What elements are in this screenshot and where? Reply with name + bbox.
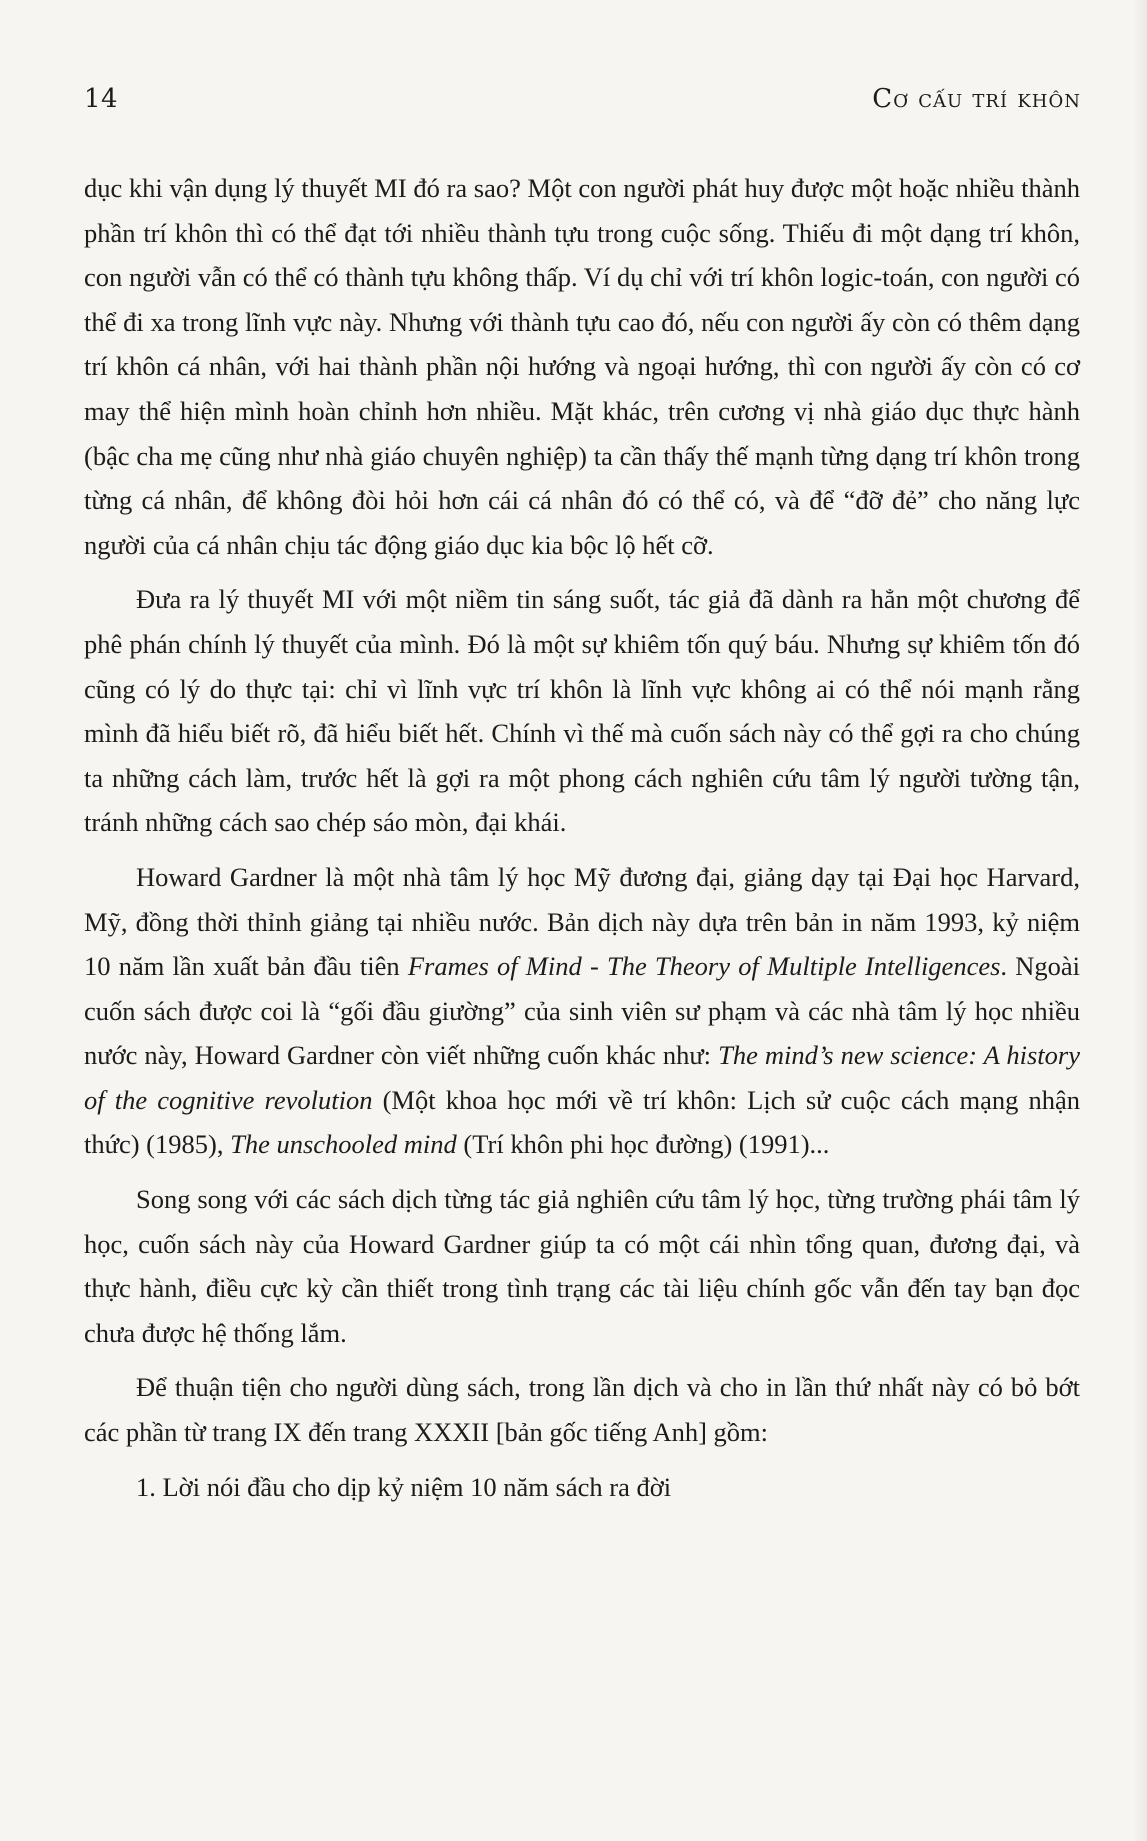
running-title [872,84,1081,114]
paragraph: Song song với các sách dịch từng tác giả nghiên cứu tâm lý học, từng trường phái tâm lý học, cuốn sách này của Howard Gardner giúp ta có một cái nhìn tổng quan, đương đại, và thực hành, điều cực kỳ cần thiết trong tình trạng các tài liệu chính gốc vẫn đến tay bạn đọc chưa được hệ thống lắm. [84,1184,1080,1348]
paragraph-author-bio [84,855,1080,1167]
bio-mid-1: . Ngoài cuốn sách được coi là “gối đầu giường” của sinh viên sư phạm và các nhà tâm lý học nhiều nước này, Howard Gardner còn viết những cuốn khác như: [84,951,1081,1071]
running-title-rest: ơ cấu trí khôn [893,84,1081,114]
book-title-unschooled-mind: The unschooled mind [230,1129,457,1160]
paragraph: Đưa ra lý thuyết MI với một niềm tin sáng suốt, tác giả đã dành ra hẳn một chương để phê phán chính lý thuyết của mình. Đó là một sự khiêm tốn quý báu. Nhưng sự khiêm tốn đó cũng có lý do thực tại: chỉ vì lĩnh vực trí khôn là lĩnh vực không ai có thể nói mạnh rằng mình đã hiểu biết rõ, đã hiểu biết hết. Chính vì thế mà cuốn sách này có thể gợi ra cho chúng ta những cách làm, trước hết là gợi ra một phong cách nghiên cứu tâm lý người tường tận, tránh những cách sao chép sáo mòn, đại khái. [84,584,1080,838]
paragraph: Để thuận tiện cho người dùng sách, trong lần dịch và cho in lần thứ nhất này có bỏ bớt các phần từ trang IX đến trang XXXII [bản gốc tiếng Anh] gồm: [84,1372,1080,1448]
paragraph-continued: dục khi vận dụng lý thuyết MI đó ra sao? Một con người phát huy được một hoặc nhiều thành phần trí khôn thì có thể đạt tới nhiều thành tựu trong cuộc sống. Thiếu đi một dạng trí khôn, con người vẫn có thể có thành tựu không thấp. Ví dụ chỉ với trí khôn logic-toán, con người có thể đi xa trong lĩnh vực này. Nhưng với thành tựu cao đó, nếu con người ấy còn có thêm dạng trí khôn cá nhân, với hai thành phần nội hướng và ngoại hướng, thì con người ấy còn có cơ may thể hiện mình hoàn chỉnh hơn nhiều. Mặt khác, trên cương vị nhà giáo dục thực hành (bậc cha mẹ cũng như nhà giáo chuyên nghiệp) ta cần thấy thế mạnh từng dạng trí khôn trong từng cá nhân, để không đòi hỏi hơn cái cá nhân đó có thể có, và để “đỡ đẻ” cho năng lực người của cá nhân chịu tác động giáo dục kia bộc lộ hết cỡ. [84,173,1080,560]
book-title-minds-new-science: The mind’s new science: A history of the cognitive revolution [84,1040,1080,1115]
page-header [84,84,1081,128]
list-item: 1. Lời nói đầu cho dịp kỷ niệm 10 năm sách ra đời [136,1471,672,1502]
bio-mid-2: (Một khoa học mới về trí khôn: Lịch sử cuộc cách mạng nhận thức) (1985), [84,1084,1080,1160]
page-number: 14 [84,84,119,114]
book-title-frames-of-mind: Frames of Mind - The Theory of Multiple Intelligences [407,951,1001,982]
running-title-initial: C [872,84,894,114]
body-text [84,166,1080,1519]
bio-intro: Howard Gardner là một nhà tâm lý học Mỹ đương đại, giảng dạy tại Đại học Harvard, Mỹ, đồng thời thỉnh giảng tại nhiều nước. Bản dịch này dựa trên bản in năm 1993, kỷ niệm 10 năm lần xuất bản đầu tiên [84,861,1080,982]
scan-edge-shadow [1133,0,1147,1841]
bio-end: (Trí khôn phi học đường) (1991)... [456,1129,830,1160]
